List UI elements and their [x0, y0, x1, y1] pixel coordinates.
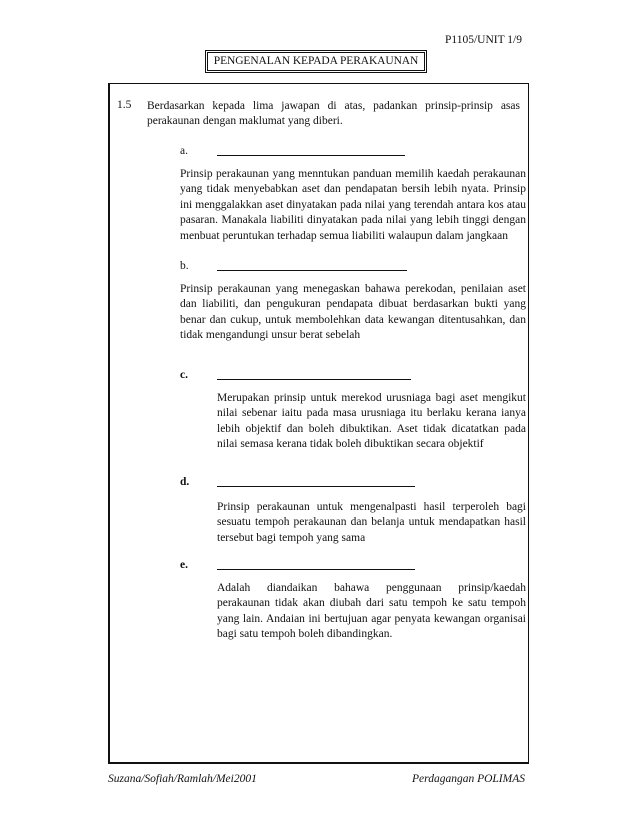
item-b-text: Prinsip perakaunan yang menegaskan bahawa perekodan, penilaian aset dan liabiliti, dan pengukuran pendapata dibuat berdasarkan bukti yang benar dan cukup, untuk membolehkan data kewangan ditentusahkan, dan tidak mengandungi unsur berat sebelah — [180, 283, 526, 342]
item-b-answer-line[interactable] — [217, 270, 407, 271]
item-a-letter: a. — [180, 145, 188, 157]
item-e-answer-line[interactable] — [217, 569, 415, 570]
page-title: PENGENALAN KEPADA PERAKAUNAN — [207, 52, 425, 71]
item-b-letter: b. — [180, 260, 189, 272]
footer-institution: Perdagangan POLIMAS — [412, 773, 525, 785]
item-e-text: Adalah diandaikan bahawa penggunaan prinsip/kaedah perakaunan tidak akan diubah dari satu tempoh ke satu tempoh yang lain. Andaian ini bertujuan agar penyata kewangan organisai bagi satu tempoh boleh dibandingkan. — [217, 582, 526, 641]
item-d-answer-line[interactable] — [217, 486, 415, 487]
question-number: 1.5 — [117, 99, 132, 111]
item-c-letter: c. — [180, 369, 188, 381]
footer-authors: Suzana/Sofiah/Ramlah/Mei2001 — [108, 773, 257, 785]
question-text: Berdasarkan kepada lima jawapan di atas, padankan prinsip-prinsip asas perakaunan dengan maklumat yang diberi. — [147, 100, 520, 127]
page-code: P1105/UNIT 1/9 — [445, 34, 522, 46]
item-c-text: Merupakan prinsip untuk merekod urusniaga bagi aset mengikut nilai sebenar iaitu pada masa urusniaga itu berlaku kerana ianya lebih objektif dan boleh dibuktikan. Aset tidak dicatatkan pada nilai semasa kerana tidak boleh dibuktikan secara objektif — [217, 392, 526, 451]
item-e-letter: e. — [180, 559, 188, 571]
item-a-text: Prinsip perakaunan yang menntukan panduan memilih kaedah perakaunan yang tidak menyebabkan aset dan pendapatan bersih lebih nyata. Prinsip ini menggalakkan aset dinyatakan pada nilai yang terendah antara kos atau pasaran. Manakala liabiliti dinyatakan pada nilai yang lebih tinggi dengan menbuat peruntukan terhadap semua liabiliti walaupun dalam jangkaan — [180, 168, 526, 242]
item-d-text: Prinsip perakaunan untuk mengenalpasti hasil terperoleh bagi sesuatu tempoh perakaunan dan belanja untuk mendapatkan hasil tersebut bagi tempoh yang sama — [217, 501, 526, 544]
item-d-letter: d. — [180, 476, 190, 488]
item-c-answer-line[interactable] — [217, 379, 411, 380]
item-a-answer-line[interactable] — [217, 155, 405, 156]
